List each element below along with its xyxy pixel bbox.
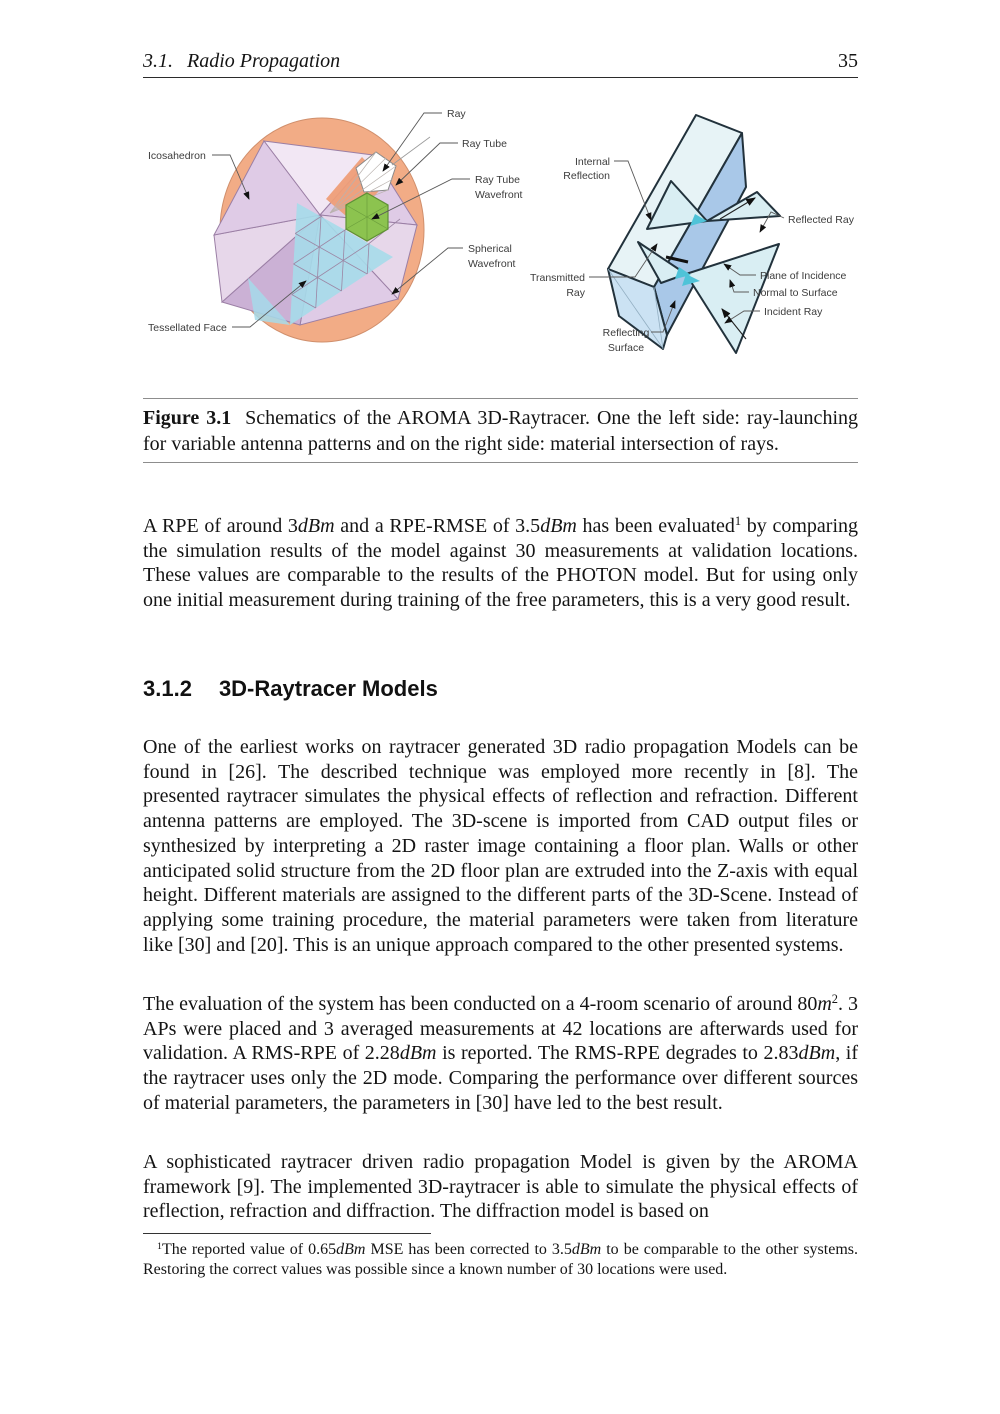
label-icosahedron: Icosahedron: [148, 150, 206, 162]
section-title: Radio Propagation: [187, 50, 341, 72]
label-ray-tube: Ray Tube: [462, 138, 507, 150]
label-plane-of-incidence: Plane of Incidence: [760, 270, 847, 282]
section-heading: [143, 676, 858, 702]
label-transmitted-ray-1: Transmitted: [529, 272, 585, 284]
label-incident-ray: Incident Ray: [764, 306, 823, 318]
label-tessellated-face: Tessellated Face: [148, 322, 227, 334]
ray-launching-diagram: [148, 108, 523, 342]
material-intersection-diagram: [530, 115, 855, 354]
header-section-title: [143, 50, 340, 73]
label-internal-reflection-1: Internal: [574, 156, 610, 168]
paragraph-evaluation: The evaluation of the system has been conducted on a 4-room scenario of around $80m^2$. 3 APs were placed and 3 averaged measurements at 42 locations are afterwards used for validation. A RMS-RPE of 2.28dBm is reported. The RMS-RPE degrades to 2.83dBm, if the raytracer uses only the 2D mode. Comparing the performance over different sources of material parameters, the parameters in [30] have led to the best result.: [143, 992, 859, 1114]
section-heading-title: 3D-Raytracer Models: [218, 676, 438, 701]
figure-image: [130, 95, 870, 385]
paragraph-raytracer-works: One of the earliest works on raytracer generated 3D radio propagation Models can be found in [26]. The described technique was employed more recently in [8]. The presented raytracer simulates the physical effects of reflection and refraction. Different antenna patterns are employed. The 3D-scene is imported from CAD output files or synthesized by interpreting a 2D raster image containing a floor plan. Walls or other anticipated solid structure from the 2D floor plan are extruded into the Z-axis with equal height. Different materials are assigned to the different parts of the 3D-Scene. Instead of applying some training procedure, the material parameters were taken from literature like [30] and [20]. This is an unique approach compared to the other presented systems.: [143, 736, 858, 956]
page-header: [143, 50, 858, 78]
label-spherical-wavefront-2: Wavefront: [468, 258, 516, 270]
label-reflecting-surface-2: Surface: [607, 342, 645, 354]
label-ray-tube-wavefront-1: Ray Tube: [475, 174, 520, 186]
page-number: 35: [838, 50, 858, 72]
section-heading-number: 3.1.2: [143, 676, 192, 701]
label-reflected-ray: Reflected Ray: [788, 214, 854, 226]
label-spherical-wavefront-1: Spherical: [468, 243, 512, 255]
footnote-text: $^1$The reported value of 0.65dBm MSE has been corrected to 3.5dBm to be comparable to the other systems. Restoring the correct values was possible since a known number of 30 locations were used.: [143, 1240, 858, 1278]
label-normal-to-surface: Normal to Surface: [753, 287, 838, 299]
label-transmitted-ray-2: Ray: [566, 287, 585, 299]
paragraph-rpe-evaluation: A RPE of around 3dBm and a RPE-RMSE of 3.5dBm has been evaluated$^1$ by comparing the simulation results of the model against 30 measurements at validation locations. These values are comparable to the results of the PHOTON model. But for using only one initial measurement during training of the free parameters, this is a very good result.: [143, 514, 859, 612]
label-internal-reflection-2: Reflection: [563, 170, 610, 182]
figure-caption: Figure 3.1 Schematics of the AROMA 3D-Raytracer. One the left side: ray-launching for variable antenna patterns and on the right side: material intersection of rays.: [143, 398, 858, 463]
label-reflecting-surface-1: Reflecting: [602, 327, 650, 339]
figure-3-1: [130, 95, 870, 385]
footnote-rule: [143, 1233, 431, 1234]
section-number: 3.1.: [143, 50, 173, 72]
label-ray: Ray: [447, 108, 466, 120]
label-ray-tube-wavefront-2: Wavefront: [475, 189, 523, 201]
paragraph-aroma: A sophisticated raytracer driven radio propagation Model is given by the AROMA framework [9]. The implemented 3D-raytracer is able to simulate the physical effects of reflection, refraction and diffraction. The diffraction model is based on: [143, 1151, 858, 1223]
